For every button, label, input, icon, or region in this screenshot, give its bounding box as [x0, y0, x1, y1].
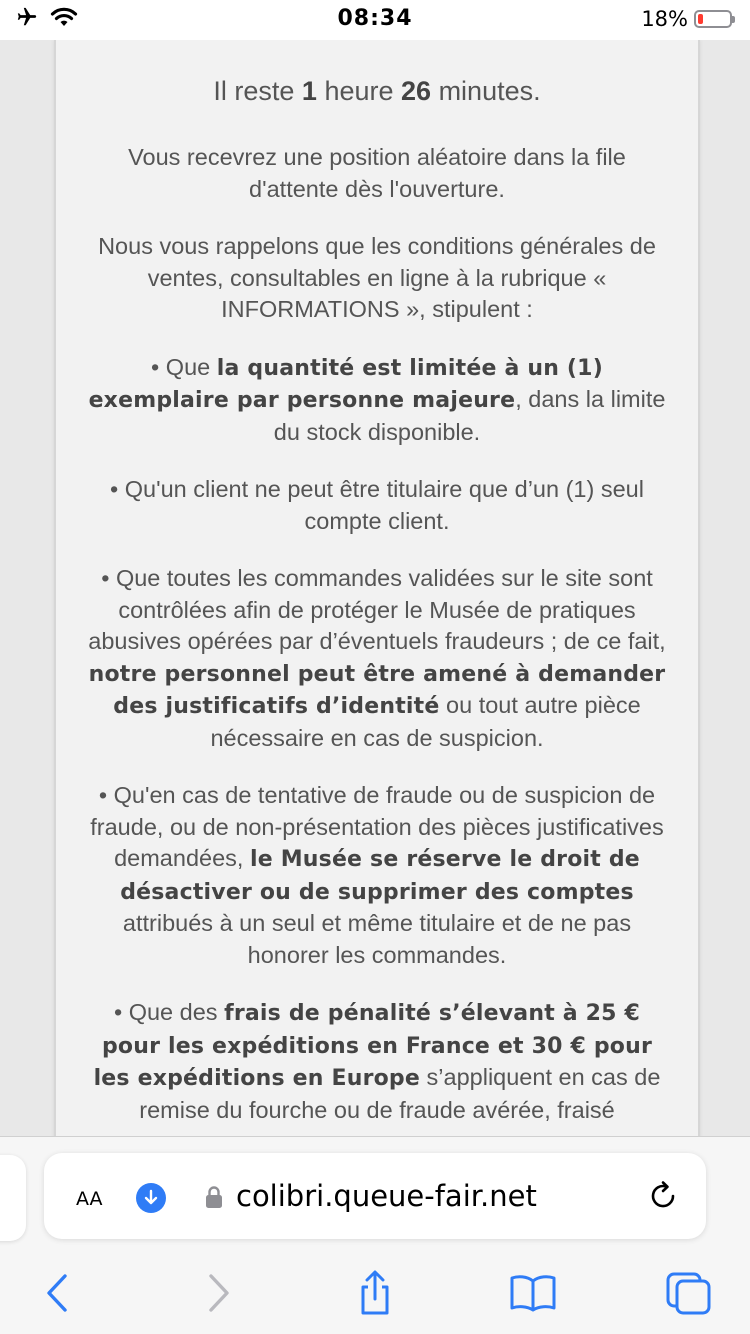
battery-icon: [694, 10, 732, 28]
status-right: [641, 7, 732, 31]
bullet-single-account: • Qu'un client ne peut être titulaire que d’un (1) seul compte client.: [110, 476, 644, 534]
share-icon: [355, 1269, 395, 1317]
status-time: 08:34: [337, 6, 413, 31]
battery-level: [698, 14, 703, 24]
reload-icon[interactable]: [646, 1179, 680, 1213]
address-bar[interactable]: [44, 1153, 706, 1239]
queue-info: Vous recevrez une position aléatoire dans la file d'attente dès l'ouverture.: [128, 144, 626, 202]
terms-reminder: Nous vous rappelons que les conditions générales de ventes, consultables en ligne à la rubrique « INFORMATIONS », stipulent :: [98, 233, 656, 322]
browser-toolbar: [0, 1256, 750, 1334]
book-icon: [508, 1273, 558, 1313]
bullet-order-control: • Que toutes les commandes validées sur le site sont contrôlées afin de protéger le Musée de pratiques abusives opérées par d’éventuels fraudeurs ; de ce fait, notre personnel peut être amené à demander des justificatifs d’identité ou tout autre pièce nécessaire en cas de suspicion.: [88, 565, 666, 751]
address-bar-area: [0, 1136, 750, 1257]
chevron-right-icon: [205, 1273, 233, 1313]
chevron-left-icon: [43, 1273, 71, 1313]
back-button[interactable]: [32, 1268, 82, 1318]
bullet-penalty-fees: • Que des frais de pénalité s’élevant à 25 € pour les expéditions en France et 30 € pour les expéditions en Europe s’appliquent en cas de remise du fourche ou de fraude avérée, fraisé: [93, 999, 661, 1123]
remaining-minutes: 26: [401, 76, 432, 106]
time-remaining: Il reste 1 heure 26 minutes.: [213, 76, 541, 106]
status-bar: [0, 0, 750, 40]
share-button[interactable]: [350, 1268, 400, 1318]
queue-card: [54, 40, 700, 1136]
forward-button[interactable]: [194, 1268, 244, 1318]
previous-tab-preview[interactable]: [0, 1155, 26, 1241]
url-text[interactable]: colibri.queue-fair.net: [236, 1179, 537, 1213]
tabs-icon: [664, 1270, 714, 1316]
tabs-button[interactable]: [664, 1268, 714, 1318]
battery-percent: 18%: [641, 7, 688, 31]
bookmarks-button[interactable]: [508, 1268, 558, 1318]
bullet-quantity-limit: • Que la quantité est limitée à un (1) exemplaire par personne majeure, dans la limite du stock disponible.: [88, 353, 666, 445]
text-size-button[interactable]: AA: [76, 1188, 103, 1210]
queue-card-content: [56, 40, 698, 1126]
page-viewport[interactable]: [0, 40, 750, 1136]
remaining-hours: 1: [301, 76, 317, 106]
download-icon[interactable]: [136, 1183, 166, 1213]
bullet-fraud-policy: • Qu'en cas de tentative de fraude ou de suspicion de fraude, ou de non-présentation des pièces justificatives demandées, le Musée se réserve le droit de désactiver ou de supprimer des comptes attribués à un seul et même titulaire et de ne pas honorer les commandes.: [90, 782, 664, 968]
lock-icon: [204, 1185, 224, 1209]
